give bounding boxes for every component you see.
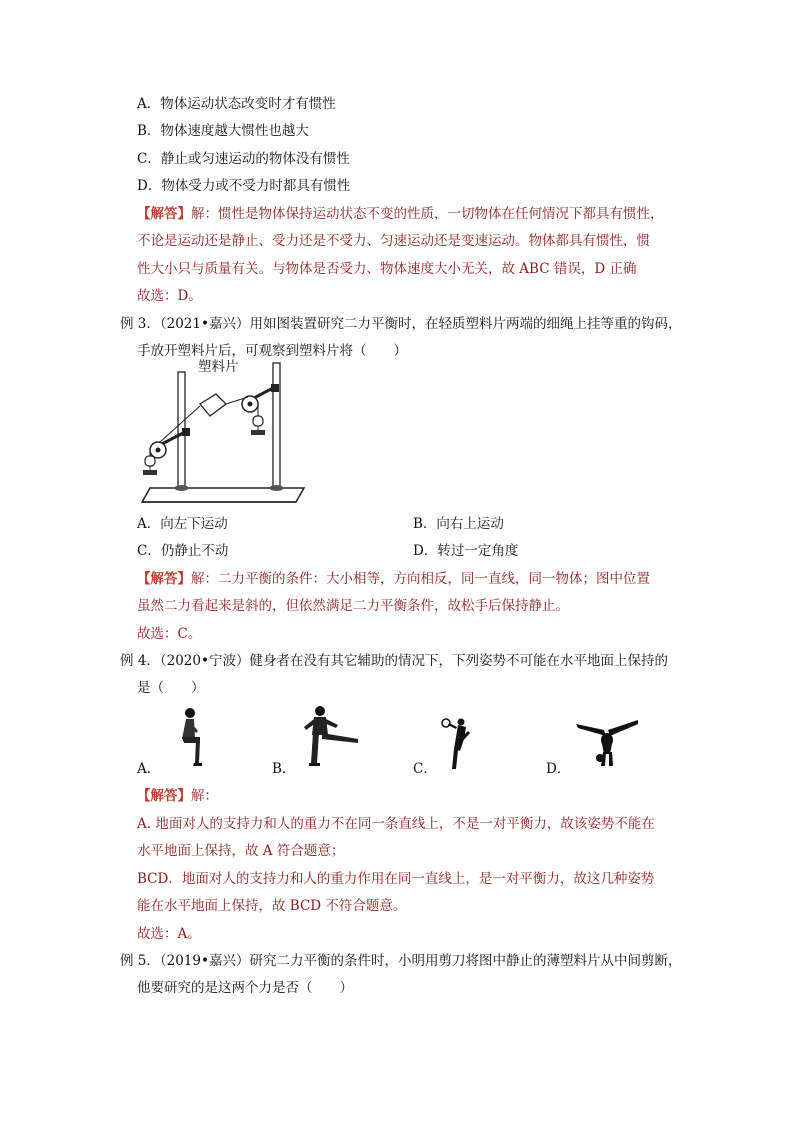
answer-head: 解：	[191, 788, 218, 804]
answer-tag: 【解答】	[137, 788, 191, 804]
q2-option-b: B．物体速度越大惯性也越大	[137, 123, 309, 139]
q3-answer-line-1	[137, 570, 650, 588]
q4-choice: 故选：A。	[137, 926, 201, 942]
apparatus-drawing	[138, 360, 318, 505]
pose-a-sitting-figure	[168, 707, 208, 769]
q3-choice: 故选：C。	[137, 626, 202, 642]
q4-answer-line-2: 水平地面上保持，故 A 符合题意；	[137, 843, 345, 859]
answer-text: 解：二力平衡的条件：大小相等，方向相反，同一直线，同一物体；图中位置	[191, 571, 650, 587]
q2-choice: 故选：D。	[137, 288, 202, 304]
answer-tag: 【解答】	[137, 206, 191, 222]
q3-answer-line-2: 虽然二力看起来是斜的，但依然满足二力平衡条件，故松手后保持静止。	[137, 598, 569, 614]
gymnast-pose-silhouette	[440, 717, 470, 772]
pose-label-b: B．	[272, 761, 296, 777]
q2-answer-line-3: 性大小只与质量有关。与物体是否受力、物体速度大小无关，故 ABC 错误，D 正确	[137, 261, 637, 277]
q3-option-a: A．向左下运动	[137, 516, 228, 532]
q3-option-c: C．仍静止不动	[137, 543, 229, 559]
answer-tag: 【解答】	[137, 571, 191, 587]
kick-pose-silhouette	[300, 705, 362, 767]
q3-option-d: D．转过一定角度	[413, 543, 519, 559]
q3-stem-line-2: 手放开塑料片后，可观察到塑料片将（ ）	[137, 343, 407, 359]
q5-stem-line-2: 他要研究的是这两个力是否（ ）	[137, 980, 353, 996]
q5-stem-line-1: 例 5．（2019•嘉兴）研究二力平衡的条件时，小明用剪刀将图中静止的薄塑料片从中间剪断，	[120, 953, 682, 969]
pose-c-gymnast-figure	[440, 717, 470, 772]
q2-option-c: C．静止或匀速运动的物体没有惯性	[137, 151, 350, 167]
q2-option-a: A．物体运动状态改变时才有惯性	[137, 96, 336, 112]
pose-b-kick-figure	[300, 705, 362, 767]
q3-apparatus-figure	[138, 360, 318, 505]
q4-answer-line-4: 能在水平地面上保持，故 BCD 不符合题意。	[137, 898, 407, 914]
q3-stem-line-1: 例 3．（2021•嘉兴）用如图装置研究二力平衡时，在轻质塑料片两端的细绳上挂等重的钩码，	[120, 316, 682, 332]
q3-option-b: B．向右上运动	[413, 516, 504, 532]
pose-label-a: A．	[137, 761, 161, 777]
q4-stem-line-1: 例 4．（2020•宁波）健身者在没有其它辅助的情况下，下列姿势不可能在水平地面上保持的	[120, 653, 668, 669]
answer-text: 解：惯性是物体保持运动状态不变的性质，一切物体在任何情况下都具有惯性，	[191, 206, 664, 222]
pose-label-c: C．	[413, 761, 437, 777]
q2-option-d: D．物体受力或不受力时都具有惯性	[137, 178, 351, 194]
q4-answer-line-1: A. 地面对人的支持力和人的重力不在同一条直线上，不是一对平衡力，故该姿势不能在	[137, 816, 655, 832]
q4-stem-line-2: 是（ ）	[137, 680, 205, 696]
q4-answer-header	[137, 787, 218, 805]
q2-answer-line-1	[137, 205, 664, 223]
sitting-pose-silhouette	[168, 707, 208, 769]
q2-answer-line-2: 不论是运动还是静止、受力还是不受力、匀速运动还是变速运动。物体都具有惯性，惯	[137, 233, 650, 249]
plastic-card-label: 塑料片	[198, 359, 239, 375]
pose-label-d: D．	[546, 761, 571, 777]
split-pose-silhouette	[574, 718, 640, 768]
q4-answer-line-3: BCD．地面对人的支持力和人的重力作用在同一直线上，是一对平衡力，故这几种姿势	[137, 871, 655, 887]
pose-d-split-figure	[574, 718, 640, 768]
